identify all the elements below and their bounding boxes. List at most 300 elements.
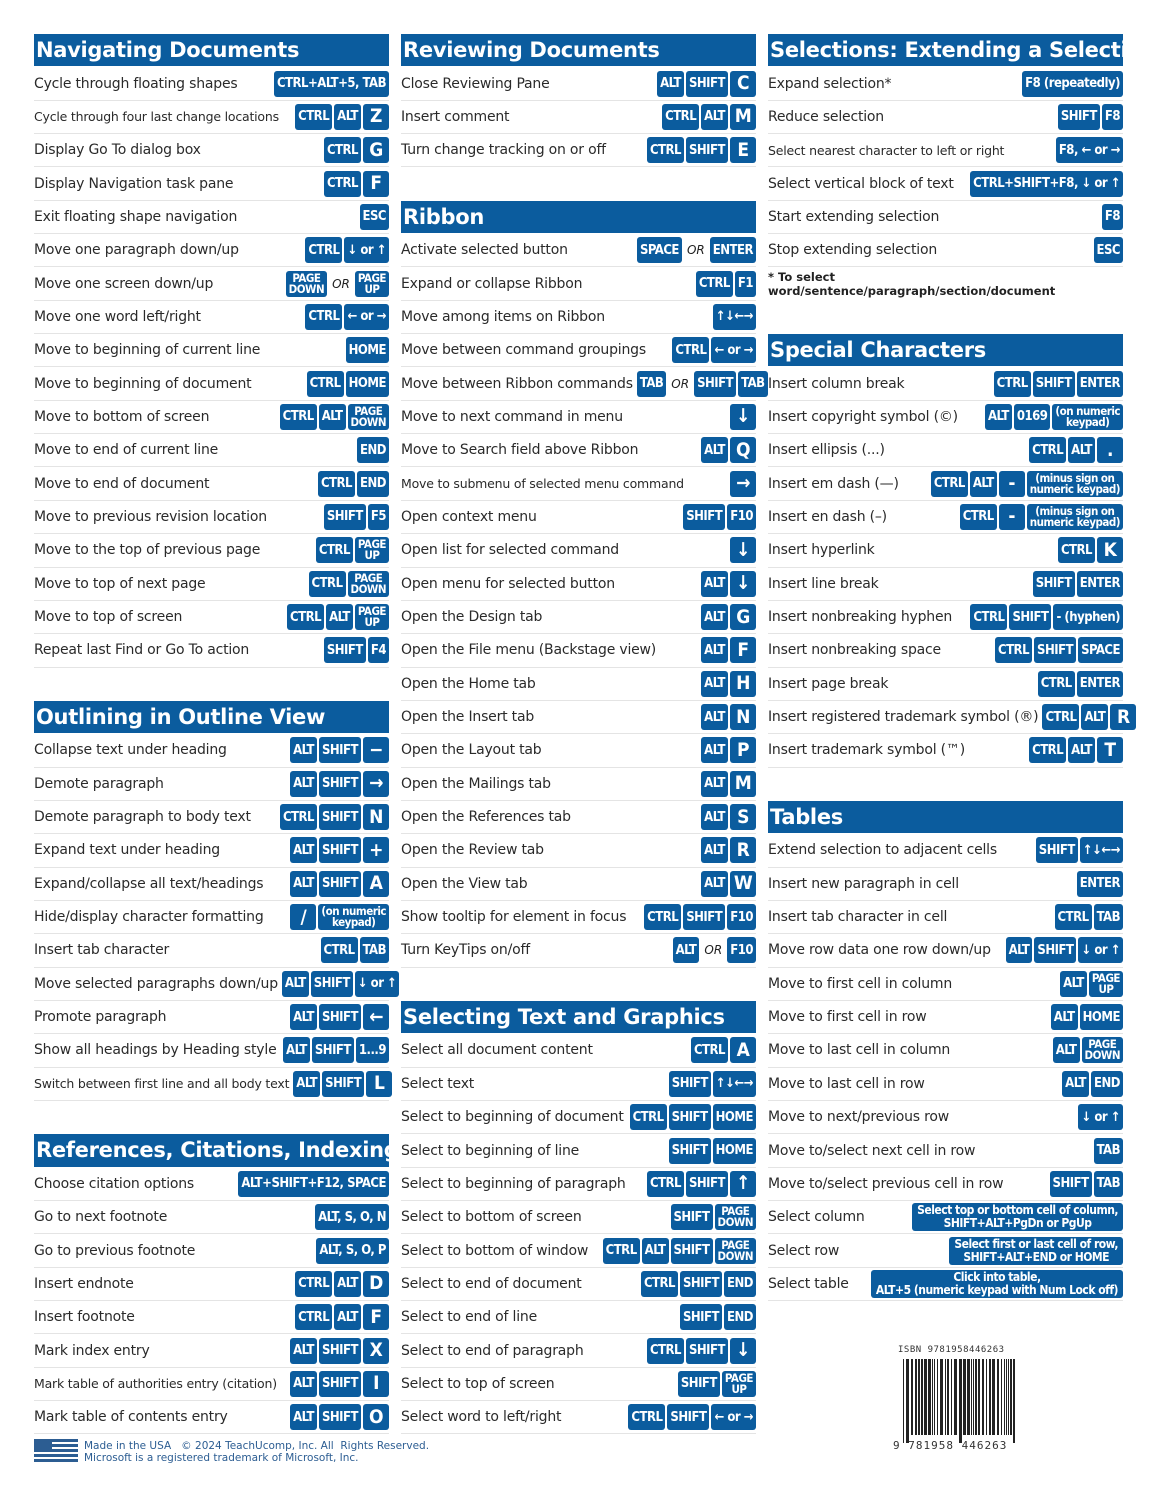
shortcut-label: Insert registered trademark symbol (®) (768, 709, 1039, 726)
key-home: HOME (346, 371, 389, 397)
trademark-text: Microsoft is a registered trademark of Microsoft, Inc. (84, 1451, 359, 1464)
shortcut-label: Move to first cell in column (768, 975, 952, 992)
shortcut-row (768, 134, 1123, 167)
key-combo (701, 437, 756, 463)
key-alt: ALT (970, 471, 997, 497)
section-header-navigating-documents: Navigating Documents (34, 34, 389, 67)
key-shift: SHIFT (312, 1037, 354, 1063)
key-shift: SHIFT (1050, 1171, 1092, 1197)
shortcut-row (768, 601, 1123, 634)
key-ctrl-shift-f8-or: CTRL+SHIFT+F8, ↓ or ↑ (970, 171, 1123, 197)
key-combo (644, 904, 756, 930)
shortcut-row (34, 634, 389, 667)
shortcut-row (34, 868, 389, 901)
key-ctrl: CTRL (318, 471, 355, 497)
shortcut-row (768, 1201, 1123, 1234)
shortcut-label: Move among items on Ribbon (401, 308, 605, 325)
key-ctrl: CTRL (316, 537, 353, 563)
shortcut-row (401, 401, 756, 434)
barcode-bar (1008, 1359, 1009, 1435)
isbn-barcode (893, 1345, 1023, 1465)
key-shift: SHIFT (319, 1371, 361, 1397)
shortcut-row (768, 568, 1123, 601)
shortcut-label: Go to next footnote (34, 1209, 168, 1226)
shortcut-row (34, 501, 389, 534)
key-alt: ALT (701, 637, 728, 663)
key-alt: ALT (1006, 937, 1033, 963)
shortcut-label: Open menu for selected button (401, 575, 615, 592)
shortcut-label: Extend selection to adjacent cells (768, 842, 997, 859)
key-ctrl: CTRL (603, 1238, 640, 1264)
shortcut-row (768, 1001, 1123, 1034)
key-combo (290, 837, 389, 863)
key-shift: SHIFT (324, 637, 366, 663)
key-minus-sign-on-numeric-keypad: (minus sign on numeric keypad) (1027, 504, 1123, 530)
key-combo (960, 504, 1123, 530)
shortcut-row (768, 868, 1123, 901)
shortcut-label: Move to/select previous cell in row (768, 1175, 1004, 1192)
key-symbol: → (363, 771, 389, 797)
key-combo (970, 604, 1123, 630)
key-alt: ALT (701, 604, 728, 630)
key-shift: SHIFT (1036, 837, 1078, 863)
shortcut-label: Choose citation options (34, 1175, 195, 1192)
shortcut-label: Insert endnote (34, 1275, 134, 1292)
shortcut-label: Move one screen down/up (34, 275, 214, 292)
section-spacer (401, 167, 756, 200)
barcode-bar (971, 1359, 972, 1435)
shortcut-label: Insert trademark symbol (™) (768, 742, 965, 759)
key-ctrl: CTRL (1038, 671, 1075, 697)
key-combo (1058, 537, 1123, 563)
shortcut-label: Cycle through four last change locations (34, 109, 279, 125)
key-alt: ALT (642, 1238, 669, 1264)
key-alt: ALT (701, 804, 728, 830)
key-symbol: ↓ (730, 571, 756, 597)
key-alt: ALT (334, 104, 361, 130)
key-select-top-or-bottom-cell-of-column-shift-alt-pgdn-or-pgup: Select top or bottom cell of column, SHIFT+ALT+PgDn or PgUp (912, 1203, 1123, 1231)
key-symbol: → (730, 471, 756, 497)
shortcut-label: Open the Insert tab (401, 709, 535, 726)
key-enter: ENTER (1077, 571, 1123, 597)
section-header-outlining-in-outline-view: Outlining in Outline View (34, 701, 389, 734)
key-alt: ALT (290, 837, 317, 863)
key-shift: SHIFT (669, 1071, 711, 1097)
shortcut-row (34, 734, 389, 767)
key-or: ← or → (344, 304, 389, 330)
key-shift: SHIFT (1033, 571, 1075, 597)
section-spacer (34, 668, 389, 701)
key-combo (637, 371, 768, 397)
shortcut-row (768, 101, 1123, 134)
key-r: R (730, 837, 756, 863)
key-combo (357, 437, 389, 463)
key-combo (324, 504, 389, 530)
key-ctrl: CTRL (696, 271, 733, 297)
shortcut-label: Mark table of authorities entry (citation) (34, 1376, 277, 1392)
shortcut-label: Demote paragraph to body text (34, 809, 251, 826)
key-shift: SHIFT (319, 837, 361, 863)
shortcut-row (34, 901, 389, 934)
shortcut-label: Move to end of document (34, 475, 210, 492)
key-symbol: ↑↓←→ (1080, 837, 1123, 863)
key-shift: SHIFT (1033, 371, 1075, 397)
key-combo (970, 171, 1123, 197)
key-page-down: PAGE DOWN (348, 571, 389, 597)
shortcut-row (401, 467, 756, 500)
key-combo (1050, 1171, 1123, 1197)
key-home: HOME (713, 1104, 756, 1130)
key-combo (1051, 1004, 1123, 1030)
key-alt: ALT (1068, 437, 1095, 463)
key-end: END (1091, 1071, 1123, 1097)
shortcut-row (34, 1034, 389, 1067)
key-shift: SHIFT (319, 1004, 361, 1030)
key-combo (290, 771, 389, 797)
key-combo (1078, 1104, 1123, 1130)
key-symbol: ↑↓←→ (713, 304, 756, 330)
shortcut-label: Move one word left/right (34, 308, 201, 325)
shortcut-row (768, 434, 1123, 467)
shortcut-row (34, 201, 389, 234)
key-alt: ALT (701, 671, 728, 697)
shortcut-label: Stop extending selection (768, 242, 938, 259)
key-tab: TAB (1094, 904, 1123, 930)
key-f8: F8 (1102, 204, 1123, 230)
shortcut-row (768, 401, 1123, 434)
key-or: ← or → (711, 1404, 756, 1430)
key-page-down: PAGE DOWN (715, 1238, 756, 1264)
key-t: T (1097, 737, 1123, 763)
copyright-text: Made in the USA © 2024 TeachUcomp, Inc. All Rights Reserved. (84, 1439, 430, 1452)
key-combo (324, 171, 389, 197)
key-1-9: 1...9 (356, 1037, 389, 1063)
key-combo (701, 604, 756, 630)
shortcut-row (768, 1068, 1123, 1101)
key-ctrl: CTRL (324, 171, 361, 197)
key-combo (274, 71, 389, 97)
key-alt: ALT (673, 937, 700, 963)
key-n: N (730, 704, 756, 730)
key-f: F (363, 171, 389, 197)
key-f1: F1 (735, 271, 756, 297)
key-combo (305, 304, 389, 330)
shortcut-row (401, 1234, 756, 1267)
key-shift: SHIFT (319, 871, 361, 897)
key-alt: ALT (290, 737, 317, 763)
key-combo (647, 1171, 756, 1197)
shortcut-label: Select to beginning of paragraph (401, 1175, 626, 1192)
key-ctrl: CTRL (307, 371, 344, 397)
shortcut-row (34, 834, 389, 867)
shortcut-label: Insert page break (768, 675, 889, 692)
key-combo (316, 1238, 389, 1264)
shortcut-label: Move selected paragraphs down/up (34, 975, 278, 992)
key-alt: ALT (326, 604, 353, 630)
barcode-bar (959, 1359, 962, 1443)
shortcut-label: Cycle through floating shapes (34, 75, 238, 92)
key-shift: SHIFT (686, 71, 728, 97)
shortcut-label: Select table (768, 1275, 849, 1292)
key-shift: SHIFT (671, 1238, 713, 1264)
barcode-bar (947, 1359, 949, 1435)
shortcut-label: Move to last cell in column (768, 1042, 951, 1059)
shortcut-label: Select word to left/right (401, 1409, 562, 1426)
key-combo (307, 371, 389, 397)
section-header-tables: Tables (768, 801, 1123, 834)
key-h: H (730, 671, 756, 697)
key-page-up: PAGE UP (722, 1371, 756, 1397)
key-x: X (363, 1338, 389, 1364)
barcode-bar (1001, 1359, 1002, 1435)
barcode-bar (963, 1359, 966, 1435)
key-page-down: PAGE DOWN (286, 271, 327, 297)
key-ctrl: CTRL (1029, 437, 1066, 463)
key-combo (995, 637, 1123, 663)
shortcut-label: Insert comment (401, 108, 510, 125)
key-shift: SHIFT (322, 1071, 364, 1097)
key-alt: ALT (290, 871, 317, 897)
key-alt: ALT (290, 1371, 317, 1397)
shortcut-row (34, 1168, 389, 1201)
key-or: ↓ or ↑ (1078, 1104, 1123, 1130)
barcode-bar (937, 1359, 938, 1435)
key-ctrl: CTRL (295, 1271, 332, 1297)
key-alt: ALT (701, 737, 728, 763)
shortcut-label: Insert copyright symbol (©) (768, 408, 958, 425)
key-combo (1036, 837, 1123, 863)
or-separator: OR (686, 243, 705, 258)
key-a: A (730, 1037, 756, 1063)
shortcut-row (34, 934, 389, 967)
shortcut-label: Insert em dash (—) (768, 475, 899, 492)
shortcut-label: Insert new paragraph in cell (768, 875, 959, 892)
key-combo (315, 1204, 389, 1230)
key-shift: SHIFT (680, 1271, 722, 1297)
key-combo (1077, 871, 1123, 897)
key-shift: SHIFT (680, 1304, 722, 1330)
barcode-bar (940, 1359, 943, 1435)
key-combo (701, 837, 756, 863)
shortcut-label: Select to top of screen (401, 1375, 555, 1392)
shortcut-label: Move to/select next cell in row (768, 1142, 976, 1159)
key-page-down: PAGE DOWN (348, 404, 389, 430)
shortcut-row (401, 367, 765, 400)
key-f10: F10 (727, 937, 756, 963)
shortcut-row (401, 768, 756, 801)
key-ctrl: CTRL (647, 1338, 684, 1364)
shortcut-label: Move to next command in menu (401, 408, 623, 425)
key-shift: SHIFT (686, 1171, 728, 1197)
key-home: HOME (1080, 1004, 1123, 1030)
key-f4: F4 (368, 637, 389, 663)
shortcut-label: Move to end of current line (34, 442, 219, 459)
key-page-up: PAGE UP (355, 271, 389, 297)
key-combo (293, 1071, 392, 1097)
section-header-selecting-text-and-graphics: Selecting Text and Graphics (401, 1001, 756, 1034)
key-symbol: / (290, 904, 316, 930)
shortcut-row (401, 1334, 756, 1367)
key-r: R (1110, 704, 1136, 730)
shortcut-label: Open the Layout tab (401, 742, 542, 759)
key-q: Q (730, 437, 756, 463)
shortcut-label: Move to top of screen (34, 609, 183, 626)
key-combo (324, 137, 389, 163)
key-combo (346, 337, 389, 363)
section-spacer (768, 301, 1123, 334)
section-spacer (768, 768, 1123, 801)
key-combo (290, 1404, 389, 1430)
key-space: SPACE (1078, 637, 1123, 663)
key-alt: ALT (1051, 1004, 1078, 1030)
key-combo (290, 904, 389, 930)
barcode-bar (918, 1359, 920, 1435)
key-f8-or: F8, ← or → (1056, 137, 1123, 163)
key-enter: ENTER (1077, 671, 1123, 697)
key-tab: TAB (738, 371, 767, 397)
key-f10: F10 (727, 904, 756, 930)
key-combo (1058, 104, 1123, 130)
shortcut-label: Insert tab character in cell (768, 909, 948, 926)
shortcut-label: Select nearest character to left or right (768, 142, 1005, 158)
shortcut-row (768, 1168, 1123, 1201)
shortcut-row (34, 367, 389, 400)
key-i: I (363, 1371, 389, 1397)
key-d: D (363, 1271, 389, 1297)
key-combo (324, 637, 389, 663)
key-combo (641, 1271, 756, 1297)
shortcut-label: Display Navigation task pane (34, 175, 234, 192)
key-combo (1033, 571, 1123, 597)
key-ctrl: CTRL (295, 104, 332, 130)
barcode-bar (975, 1359, 977, 1435)
key-alt-s-o-p: ALT, S, O, P (316, 1238, 389, 1264)
key-combo (280, 804, 389, 830)
shortcut-row (34, 1301, 389, 1334)
key-symbol: ↓ (730, 1338, 756, 1364)
shortcut-row (401, 301, 756, 334)
shortcut-row (401, 834, 756, 867)
shortcut-row (401, 1201, 756, 1234)
shortcut-label: Insert en dash (–) (768, 508, 887, 525)
shortcut-row (768, 1101, 1123, 1134)
key-enter: ENTER (710, 237, 756, 263)
key-combo (295, 104, 389, 130)
shortcut-label: Insert tab character (34, 942, 170, 959)
key-enter: ENTER (1077, 871, 1123, 897)
shortcut-label: Expand selection* (768, 75, 892, 92)
key-k: K (1097, 537, 1123, 563)
shortcut-row (401, 267, 756, 300)
key-combo (290, 1338, 389, 1364)
shortcut-label: Select column (768, 1209, 865, 1226)
barcode-bar (954, 1359, 957, 1435)
key-esc: ESC (1094, 237, 1124, 263)
shortcut-label: Open the Home tab (401, 675, 536, 692)
shortcut-label: Move row data one row down/up (768, 942, 991, 959)
key-ctrl: CTRL (994, 371, 1031, 397)
key-combo (701, 804, 756, 830)
column-middle (401, 34, 765, 1434)
shortcut-label: Expand/collapse all text/headings (34, 875, 264, 892)
key-ctrl: CTRL (628, 1404, 665, 1430)
shortcut-row (34, 968, 397, 1001)
key-f8: F8 (1102, 104, 1123, 130)
shortcut-row (34, 67, 389, 100)
key-shift: SHIFT (1034, 937, 1076, 963)
shortcut-row (401, 501, 756, 534)
key-combo (1094, 237, 1124, 263)
key-alt: ALT (701, 704, 728, 730)
shortcut-label: Mark table of contents entry (34, 1409, 228, 1426)
shortcut-label: Move to first cell in row (768, 1009, 927, 1026)
footer-text (84, 1440, 429, 1464)
key-alt: ALT (290, 1404, 317, 1430)
shortcut-label: Display Go To dialog box (34, 142, 201, 159)
shortcut-label: Move to submenu of selected menu command (401, 476, 684, 492)
key-combo (994, 371, 1123, 397)
key-alt: ALT (334, 1304, 361, 1330)
shortcut-label: Select to end of line (401, 1309, 537, 1326)
key-ctrl: CTRL (960, 504, 997, 530)
key-symbol: ↑ (730, 1171, 756, 1197)
shortcut-label: Select row (768, 1242, 840, 1259)
key-ctrl: CTRL (321, 937, 358, 963)
key-alt-shift-f12-space: ALT+SHIFT+F12, SPACE (238, 1171, 389, 1197)
key-shift: SHIFT (671, 1204, 713, 1230)
barcode-bar (903, 1359, 904, 1443)
shortcut-row (401, 934, 756, 967)
shortcut-row (768, 367, 1123, 400)
barcode-bar (934, 1359, 935, 1435)
key-combo (238, 1171, 389, 1197)
key-combo (949, 1237, 1123, 1265)
key-s: S (730, 804, 756, 830)
key-shift: SHIFT (683, 504, 725, 530)
shortcut-label: Select text (401, 1075, 475, 1092)
shortcut-label: Exit floating shape navigation (34, 208, 238, 225)
key-shift: SHIFT (669, 1104, 711, 1130)
shortcut-row (34, 1334, 389, 1367)
key-p: P (730, 737, 756, 763)
shortcut-row (401, 134, 756, 167)
key-alt: ALT (701, 437, 728, 463)
key-symbol: - (999, 471, 1025, 497)
key-alt: ALT (283, 1037, 310, 1063)
barcode-bar (1010, 1359, 1012, 1435)
key-ctrl: CTRL (295, 1304, 332, 1330)
shortcut-row (401, 234, 756, 267)
key-combo (1102, 204, 1123, 230)
key-0169: 0169 (1014, 404, 1051, 430)
shortcut-row (401, 534, 756, 567)
shortcut-label: Select to beginning of document (401, 1109, 624, 1126)
key-combo (1038, 671, 1123, 697)
key-n: N (363, 804, 389, 830)
key-alt: ALT (701, 871, 728, 897)
key-shift: SHIFT (319, 771, 361, 797)
key-shift: SHIFT (694, 371, 736, 397)
shortcut-label: Insert nonbreaking hyphen (768, 609, 953, 626)
shortcut-label: Turn KeyTips on/off (401, 942, 530, 959)
shortcut-row (34, 434, 389, 467)
shortcut-label: Select vertical block of text (768, 175, 954, 192)
shortcut-row (401, 334, 756, 367)
or-separator: OR (704, 943, 723, 958)
shortcut-row (34, 768, 389, 801)
key-ctrl: CTRL (647, 1171, 684, 1197)
shortcut-label: Go to previous footnote (34, 1242, 196, 1259)
